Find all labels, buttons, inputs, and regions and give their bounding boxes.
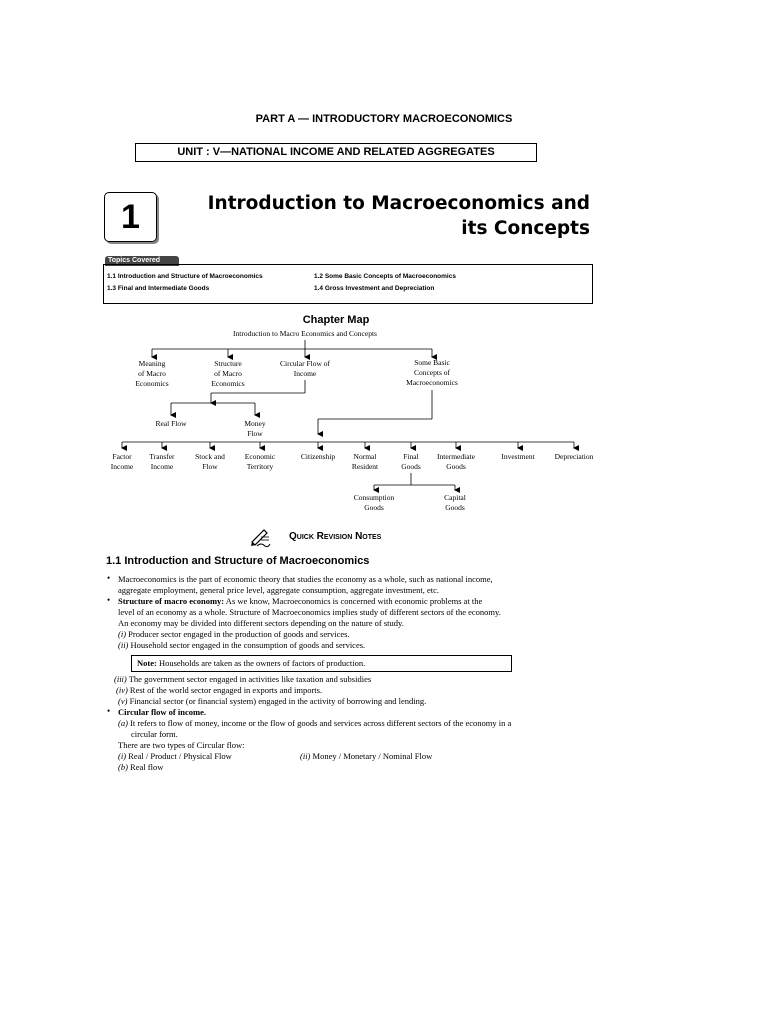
chapter-title-line1: Introduction to Macroeconomics and — [207, 193, 590, 214]
list-number: (ii) — [300, 751, 311, 761]
paragraph-text: As we know, Macroeconomics is concerned with economic problems at the — [224, 596, 483, 606]
map-node-economic-territory: Economic Territory — [244, 452, 276, 471]
map-node-circular-flow: Circular Flow of Income — [280, 359, 330, 378]
bullet-icon: • — [107, 573, 111, 583]
bullet-icon: • — [107, 595, 111, 605]
list-number: (iv) — [116, 685, 128, 695]
list-item — [114, 674, 371, 685]
bold-lead: Circular flow of income. — [118, 707, 206, 717]
topics-covered-box — [103, 264, 593, 304]
list-item — [118, 640, 365, 651]
map-node-final-goods: Final Goods — [401, 452, 421, 471]
chapter-number-badge: 1 — [104, 192, 157, 242]
part-heading: PART A — INTRODUCTORY MACROECONOMICS — [255, 113, 513, 125]
list-item — [300, 751, 432, 762]
list-text: Rest of the world sector engaged in exports and imports. — [129, 685, 323, 695]
list-text: Financial sector (or financial system) engaged in the activity of borrowing and lending. — [129, 696, 427, 706]
map-root-node: Introduction to Macro Economics and Concepts — [233, 329, 377, 338]
list-number: (b) — [118, 762, 128, 772]
map-node-intermediate-goods: Intermediate Goods — [437, 452, 475, 471]
list-text: It refers to flow of money, income or the flow of goods and services across different sectors of the economy in a — [130, 718, 512, 728]
list-number: (i) — [118, 751, 127, 761]
list-text: Real / Product / Physical Flow — [128, 751, 232, 761]
list-number: (i) — [118, 629, 127, 639]
list-item — [118, 696, 426, 707]
section-heading: 1.1 Introduction and Structure of Macroeconomics — [106, 555, 370, 567]
map-node-structure: Structure of Macro Economics — [211, 359, 245, 388]
map-node-capital-goods: Capital Goods — [444, 493, 466, 512]
note-box — [131, 655, 512, 672]
list-number: (ii) — [118, 640, 129, 650]
list-item — [118, 718, 511, 729]
map-node-investment: Investment — [501, 452, 535, 461]
topic-item: 1.2 Some Basic Concepts of Macroeconomics — [314, 273, 456, 280]
pen-notes-icon — [249, 528, 271, 548]
bullet-icon: • — [107, 706, 111, 716]
list-text: Money / Monetary / Nominal Flow — [312, 751, 433, 761]
bold-lead: Structure of macro economy: — [118, 596, 225, 606]
note-label: Note: — [137, 658, 157, 668]
quick-revision-notes-heading: Quick Revision Notes — [289, 531, 382, 542]
topic-item: 1.1 Introduction and Structure of Macroeconomics — [107, 273, 263, 280]
map-node-transfer-income: Transfer Income — [149, 452, 175, 471]
map-node-depreciation: Depreciation — [554, 452, 594, 461]
paragraph-line — [118, 707, 206, 718]
chapter-title — [170, 191, 590, 241]
paragraph-line: An economy may be divided into different sectors depending on the nature of study. — [118, 618, 404, 628]
list-item — [116, 685, 322, 696]
list-text: Household sector engaged in the consumption of goods and services. — [130, 640, 366, 650]
map-node-basic-concepts: Some Basic Concepts of Macroeconomics — [406, 358, 458, 387]
topics-covered-label: Topics Covered — [108, 257, 160, 264]
topic-item: 1.3 Final and Intermediate Goods — [107, 285, 210, 292]
list-number: (iii) — [114, 674, 127, 684]
paragraph-line: circular form. — [131, 729, 178, 739]
map-node-normal-resident: Normal Resident — [351, 452, 379, 471]
list-text: Producer sector engaged in the production of goods and services. — [128, 629, 350, 639]
list-text: Real flow — [130, 762, 164, 772]
paragraph-line — [118, 596, 482, 607]
map-node-meaning: Meaning of Macro Economics — [135, 359, 169, 388]
map-node-real-flow: Real Flow — [155, 419, 187, 428]
paragraph-line: Macroeconomics is the part of economic theory that studies the economy as a whole, such as national income, — [118, 574, 493, 584]
list-item — [118, 762, 163, 773]
list-number: (a) — [118, 718, 128, 728]
map-node-citizenship: Citizenship — [300, 452, 336, 461]
map-node-stock-flow: Stock and Flow — [195, 452, 225, 471]
list-item — [118, 629, 350, 640]
paragraph-line: level of an economy as a whole. Structure of Macroeconomics implies study of different sectors of the economy. — [118, 607, 501, 617]
paragraph-line: There are two types of Circular flow: — [118, 740, 245, 750]
unit-heading: UNIT : V—NATIONAL INCOME AND RELATED AGGREGATES — [135, 143, 537, 162]
note-text: Households are taken as the owners of factors of production. — [156, 658, 366, 668]
map-node-factor-income: Factor Income — [110, 452, 134, 471]
list-item — [118, 751, 232, 762]
chapter-title-line2: its Concepts — [461, 218, 590, 239]
map-node-consumption-goods: Consumption Goods — [353, 493, 395, 512]
topic-item: 1.4 Gross Investment and Depreciation — [314, 285, 435, 292]
paragraph-line: aggregate employment, general price level, aggregate consumption, aggregate investment, etc. — [118, 585, 439, 595]
map-node-money-flow: Money Flow — [244, 419, 266, 438]
list-text: The government sector engaged in activities like taxation and subsidies — [128, 674, 372, 684]
chapter-map-title: Chapter Map — [302, 314, 370, 326]
list-number: (v) — [118, 696, 128, 706]
